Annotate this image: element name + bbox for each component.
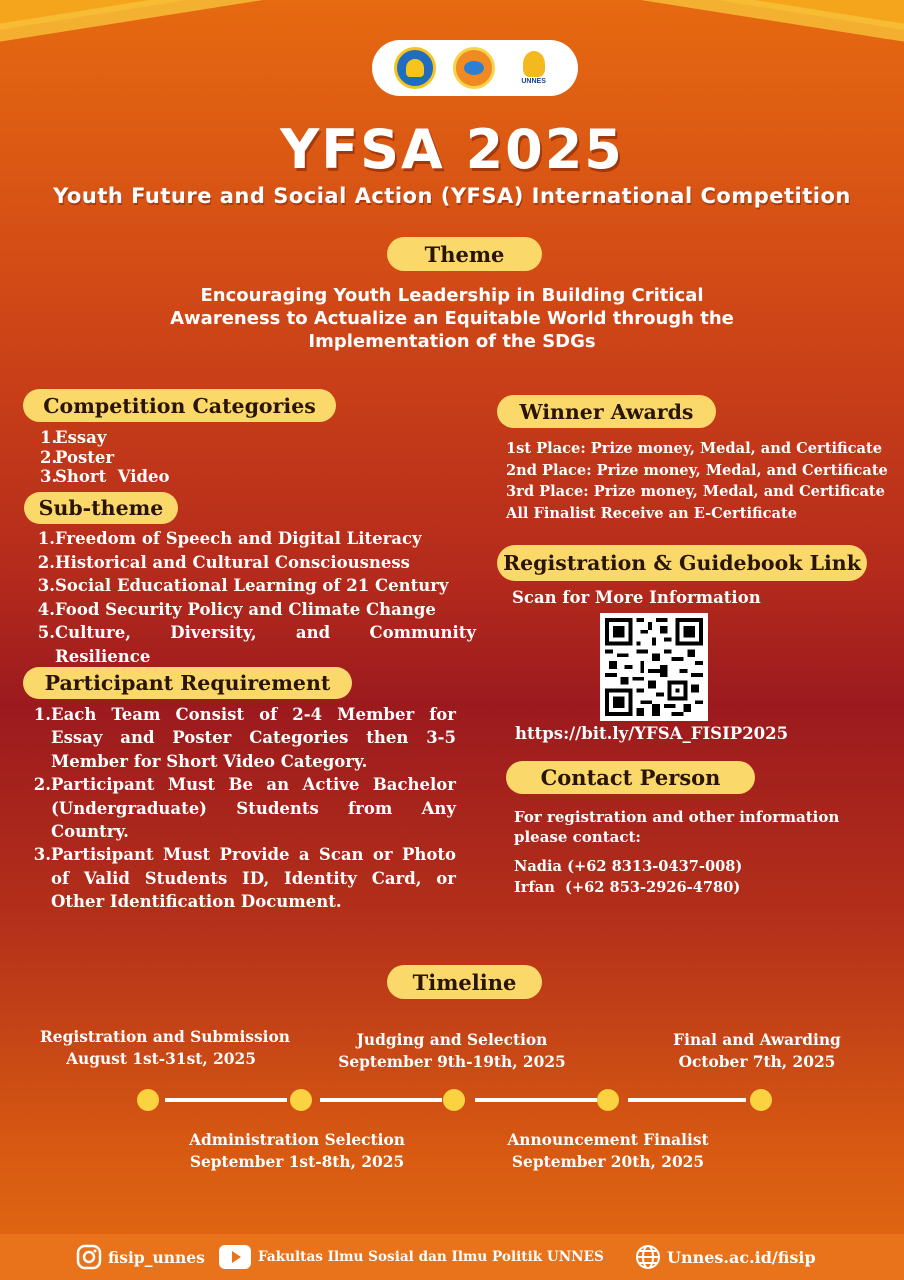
logo-bar xyxy=(372,40,578,96)
youtube-channel: Fakultas Ilmu Sosial dan Ilmu Politik UNNES xyxy=(258,1249,604,1265)
list-item: 5. Culture, Diversity, and Community Resilience xyxy=(37,623,476,666)
timeline-event-date: September 1st-8th, 2025 xyxy=(189,1152,405,1171)
contact-list xyxy=(514,856,742,898)
qr-code[interactable] xyxy=(600,613,708,721)
awards-list xyxy=(506,438,888,524)
timeline-dot xyxy=(290,1089,312,1111)
timeline-connector xyxy=(165,1098,287,1102)
timeline-event-title: Judging and Selection xyxy=(356,1031,548,1049)
list-item: 2. Poster xyxy=(40,447,115,467)
award-item: 1st Place: Prize money, Medal, and Certificate xyxy=(506,440,882,457)
page-title: YFSA 2025 xyxy=(280,118,624,181)
contact-heading: Contact Person xyxy=(506,761,755,794)
timeline-heading: Timeline xyxy=(387,965,542,999)
theme-heading: Theme xyxy=(387,237,542,271)
timeline-event xyxy=(498,1130,718,1173)
timeline-event-title: Final and Awarding xyxy=(673,1031,841,1049)
timeline-event-title: Announcement Finalist xyxy=(507,1131,709,1149)
timeline-dot xyxy=(750,1089,772,1111)
theme-text: Encouraging Youth Leadership in Building Critical Awareness to Actualize an Equitable World through the Implementation of the SDGs xyxy=(170,285,734,352)
timeline-event-title: Registration and Submission xyxy=(40,1028,290,1046)
list-item: 2. Participant Must Be an Active Bachelor (Undergraduate) Students from Any Country. xyxy=(33,775,456,842)
contact-intro: For registration and other information please contact: xyxy=(514,808,840,846)
youtube-link[interactable] xyxy=(218,1244,604,1270)
awards-heading: Winner Awards xyxy=(497,395,716,428)
list-item: 3. Short Video xyxy=(40,467,170,486)
website-url: Unnes.ac.id/fisip xyxy=(667,1247,816,1267)
list-item: 3. Social Educational Learning of 21 Century xyxy=(37,576,449,595)
list-item: 2. Historical and Cultural Consciousness xyxy=(37,552,410,572)
timeline-event xyxy=(180,1130,414,1173)
youtube-icon xyxy=(218,1244,252,1270)
timeline-dot xyxy=(443,1089,465,1111)
timeline-event-date: August 1st-31st, 2025 xyxy=(66,1049,256,1068)
timeline-dot xyxy=(597,1089,619,1111)
timeline-connector xyxy=(628,1098,746,1102)
timeline-event-title: Administration Selection xyxy=(189,1131,405,1149)
categories-heading: Competition Categories xyxy=(23,389,336,422)
subtheme-heading: Sub-theme xyxy=(24,492,178,524)
timeline-connector xyxy=(475,1098,597,1102)
timeline-event xyxy=(662,1030,852,1073)
requirement-list xyxy=(32,703,456,914)
list-item: 1. Essay xyxy=(40,428,107,447)
instagram-link[interactable] xyxy=(76,1244,205,1270)
registration-link[interactable]: https://bit.ly/YFSA_FISIP2025 xyxy=(515,724,789,743)
timeline-event xyxy=(335,1030,569,1073)
diktisaintek-berdampak-logo xyxy=(453,47,495,89)
contact-item: Irfan (+62 853-2926-4780) xyxy=(514,879,741,896)
subtheme-list xyxy=(36,527,476,668)
timeline-event xyxy=(40,1027,290,1070)
registration-heading: Registration & Guidebook Link xyxy=(497,545,867,581)
timeline-connector xyxy=(320,1098,442,1102)
award-item: All Finalist Receive an E-Certificate xyxy=(506,504,798,522)
list-item: 1. Freedom of Speech and Digital Literacy xyxy=(37,529,422,548)
list-item: 4. Food Security Policy and Climate Change xyxy=(37,599,436,619)
unnes-logo xyxy=(512,47,556,89)
instagram-icon xyxy=(76,1244,102,1270)
kemdiktisaintek-logo xyxy=(394,47,436,89)
list-item: 1. Each Team Consist of 2-4 Member for Essay and Poster Categories then 3-5 Member for Short Video Category. xyxy=(33,705,456,771)
timeline-event-date: October 7th, 2025 xyxy=(678,1052,836,1071)
categories-list xyxy=(40,428,170,487)
award-item: 2nd Place: Prize money, Medal, and Certificate xyxy=(506,461,888,479)
award-item: 3rd Place: Prize money, Medal, and Certificate xyxy=(506,483,885,500)
requirement-heading: Participant Requirement xyxy=(23,667,352,699)
contact-item: Nadia (+62 8313-0437-008) xyxy=(514,858,743,875)
timeline-event-date: September 9th-19th, 2025 xyxy=(338,1052,566,1071)
unnes-logo-text: UNNES xyxy=(521,78,546,85)
timeline-dot xyxy=(137,1089,159,1111)
globe-icon xyxy=(635,1244,661,1270)
list-item: 3. Partisipant Must Provide a Scan or Photo of Valid Students ID, Identity Card, or Other Identification Document. xyxy=(33,845,456,912)
scan-text: Scan for More Information xyxy=(512,588,761,607)
website-link[interactable] xyxy=(635,1244,816,1270)
instagram-handle: fisip_unnes xyxy=(108,1247,205,1267)
timeline-event-date: September 20th, 2025 xyxy=(511,1152,705,1171)
page-subtitle: Youth Future and Social Action (YFSA) International Competition xyxy=(53,184,851,208)
